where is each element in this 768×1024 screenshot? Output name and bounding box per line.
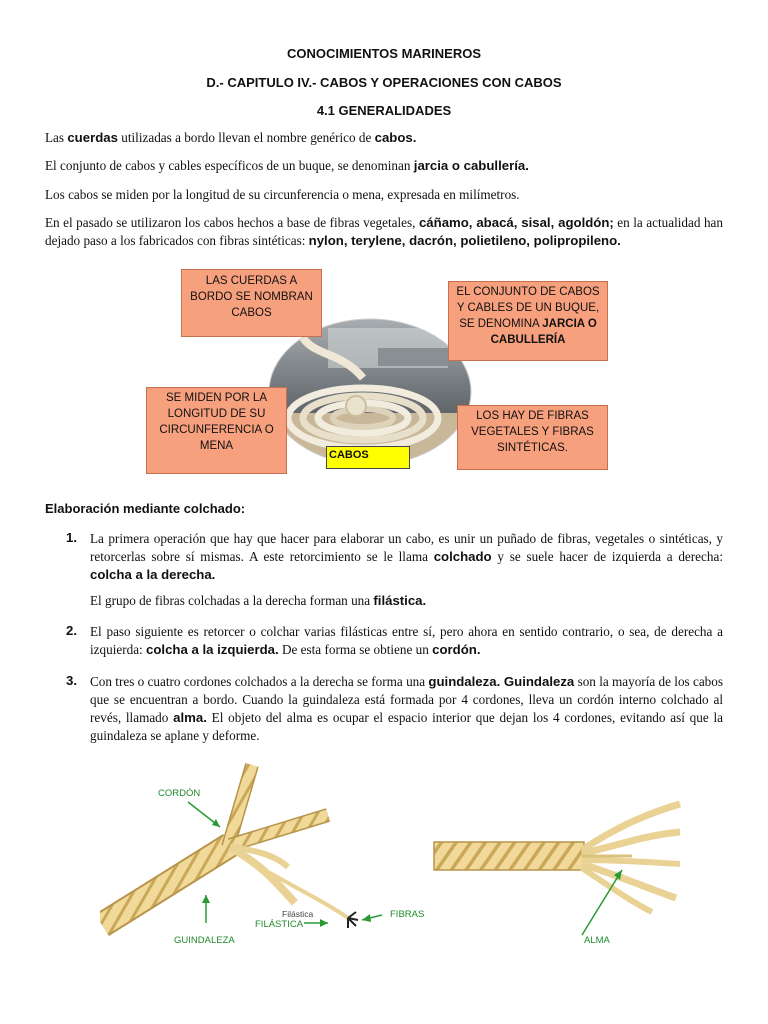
cabos-label: CABOS [326, 446, 410, 469]
item-1-sub: El grupo de fibras colchadas a la derecha forman una filástica. [90, 593, 427, 608]
rope-photo [268, 318, 473, 466]
label-guindaleza: GUINDALEZA [174, 935, 235, 946]
rope-diagram-left [100, 755, 440, 945]
box-jarcia: EL CONJUNTO DE CABOS Y CABLES DE UN BUQUE, SE DENOMINA JARCIA O CABULLERÍA [448, 281, 608, 361]
paragraph-jarcia: El conjunto de cabos y cables específicos de un buque, se denominan jarcia o cabullería. [45, 158, 529, 173]
rope-diagram-right [432, 790, 682, 940]
item-1-number: 1. [66, 530, 77, 545]
item-2-text: El paso siguiente es retorcer o colchar varias filásticas entre sí, pero ahora en sentido contrario, o sea, de derecha a izquierda: colcha a la izquierda. De esta forma se obtiene un cordón. [90, 624, 723, 657]
paragraph-fibras: En el pasado se utilizaron los cabos hechos a base de fibras vegetales, cáñamo, abacá, sisal, agoldón; en la actualidad han dejado paso a los fabricados con fibras sintéticas: nylon, terylene, dacrón, polietileno, polipropileno. [45, 215, 723, 248]
paragraph-medida: Los cabos se miden por la longitud de su circunferencia o mena, expresada en milímetros. [45, 187, 520, 202]
label-filastica: FILÁSTICA [255, 919, 304, 930]
section-title: 4.1 GENERALIDADES [316, 103, 452, 118]
label-filastica-print: Filástica [282, 909, 314, 919]
elaboracion-heading: Elaboración mediante colchado: [45, 501, 246, 516]
label-fibras: FIBRAS [390, 909, 425, 920]
item-1-text: La primera operación que hay que hacer para elaborar un cabo, es unir un puñado de fibras, vegetales o sintéticas, y retorcerlas sobre sí mismas. A este retorcimiento se le llama colchado y se suele hacer de izquierda a derecha: colcha a la derecha. [90, 531, 723, 582]
doc-title: CONOCIMIENTOS MARINEROS [286, 46, 482, 61]
box-medida: SE MIDEN POR LA LONGITUD DE SU CIRCUNFERENCIA O MENA [146, 387, 287, 474]
item-3-text: Con tres o cuatro cordones colchados a la derecha se forma una guindaleza. Guindaleza son la mayoría de los cabos que se encuentran a bordo. Cuando la guindaleza está formada por 4 cordones, lleva un cordón interno colchado al revés, llamado alma. El objeto del alma es ocupar el espacio interior que dejan los 4 cordones, evitando así que la guindaleza se aplane y deforme. [90, 674, 723, 743]
box-cuerdas: LAS CUERDAS A BORDO SE NOMBRAN CABOS [181, 269, 322, 337]
label-alma: ALMA [584, 935, 610, 946]
item-2-number: 2. [66, 623, 77, 638]
chapter-title: D.- CAPITULO IV.- CABOS Y OPERACIONES CON CABOS [206, 75, 562, 90]
paragraph-cuerdas: Las cuerdas utilizadas a bordo llevan el nombre genérico de cabos. [45, 130, 417, 145]
label-cordon: CORDÓN [158, 788, 201, 799]
item-3-number: 3. [66, 673, 77, 688]
box-tipos: LOS HAY DE FIBRAS VEGETALES Y FIBRAS SINTÉTICAS. [457, 405, 608, 470]
